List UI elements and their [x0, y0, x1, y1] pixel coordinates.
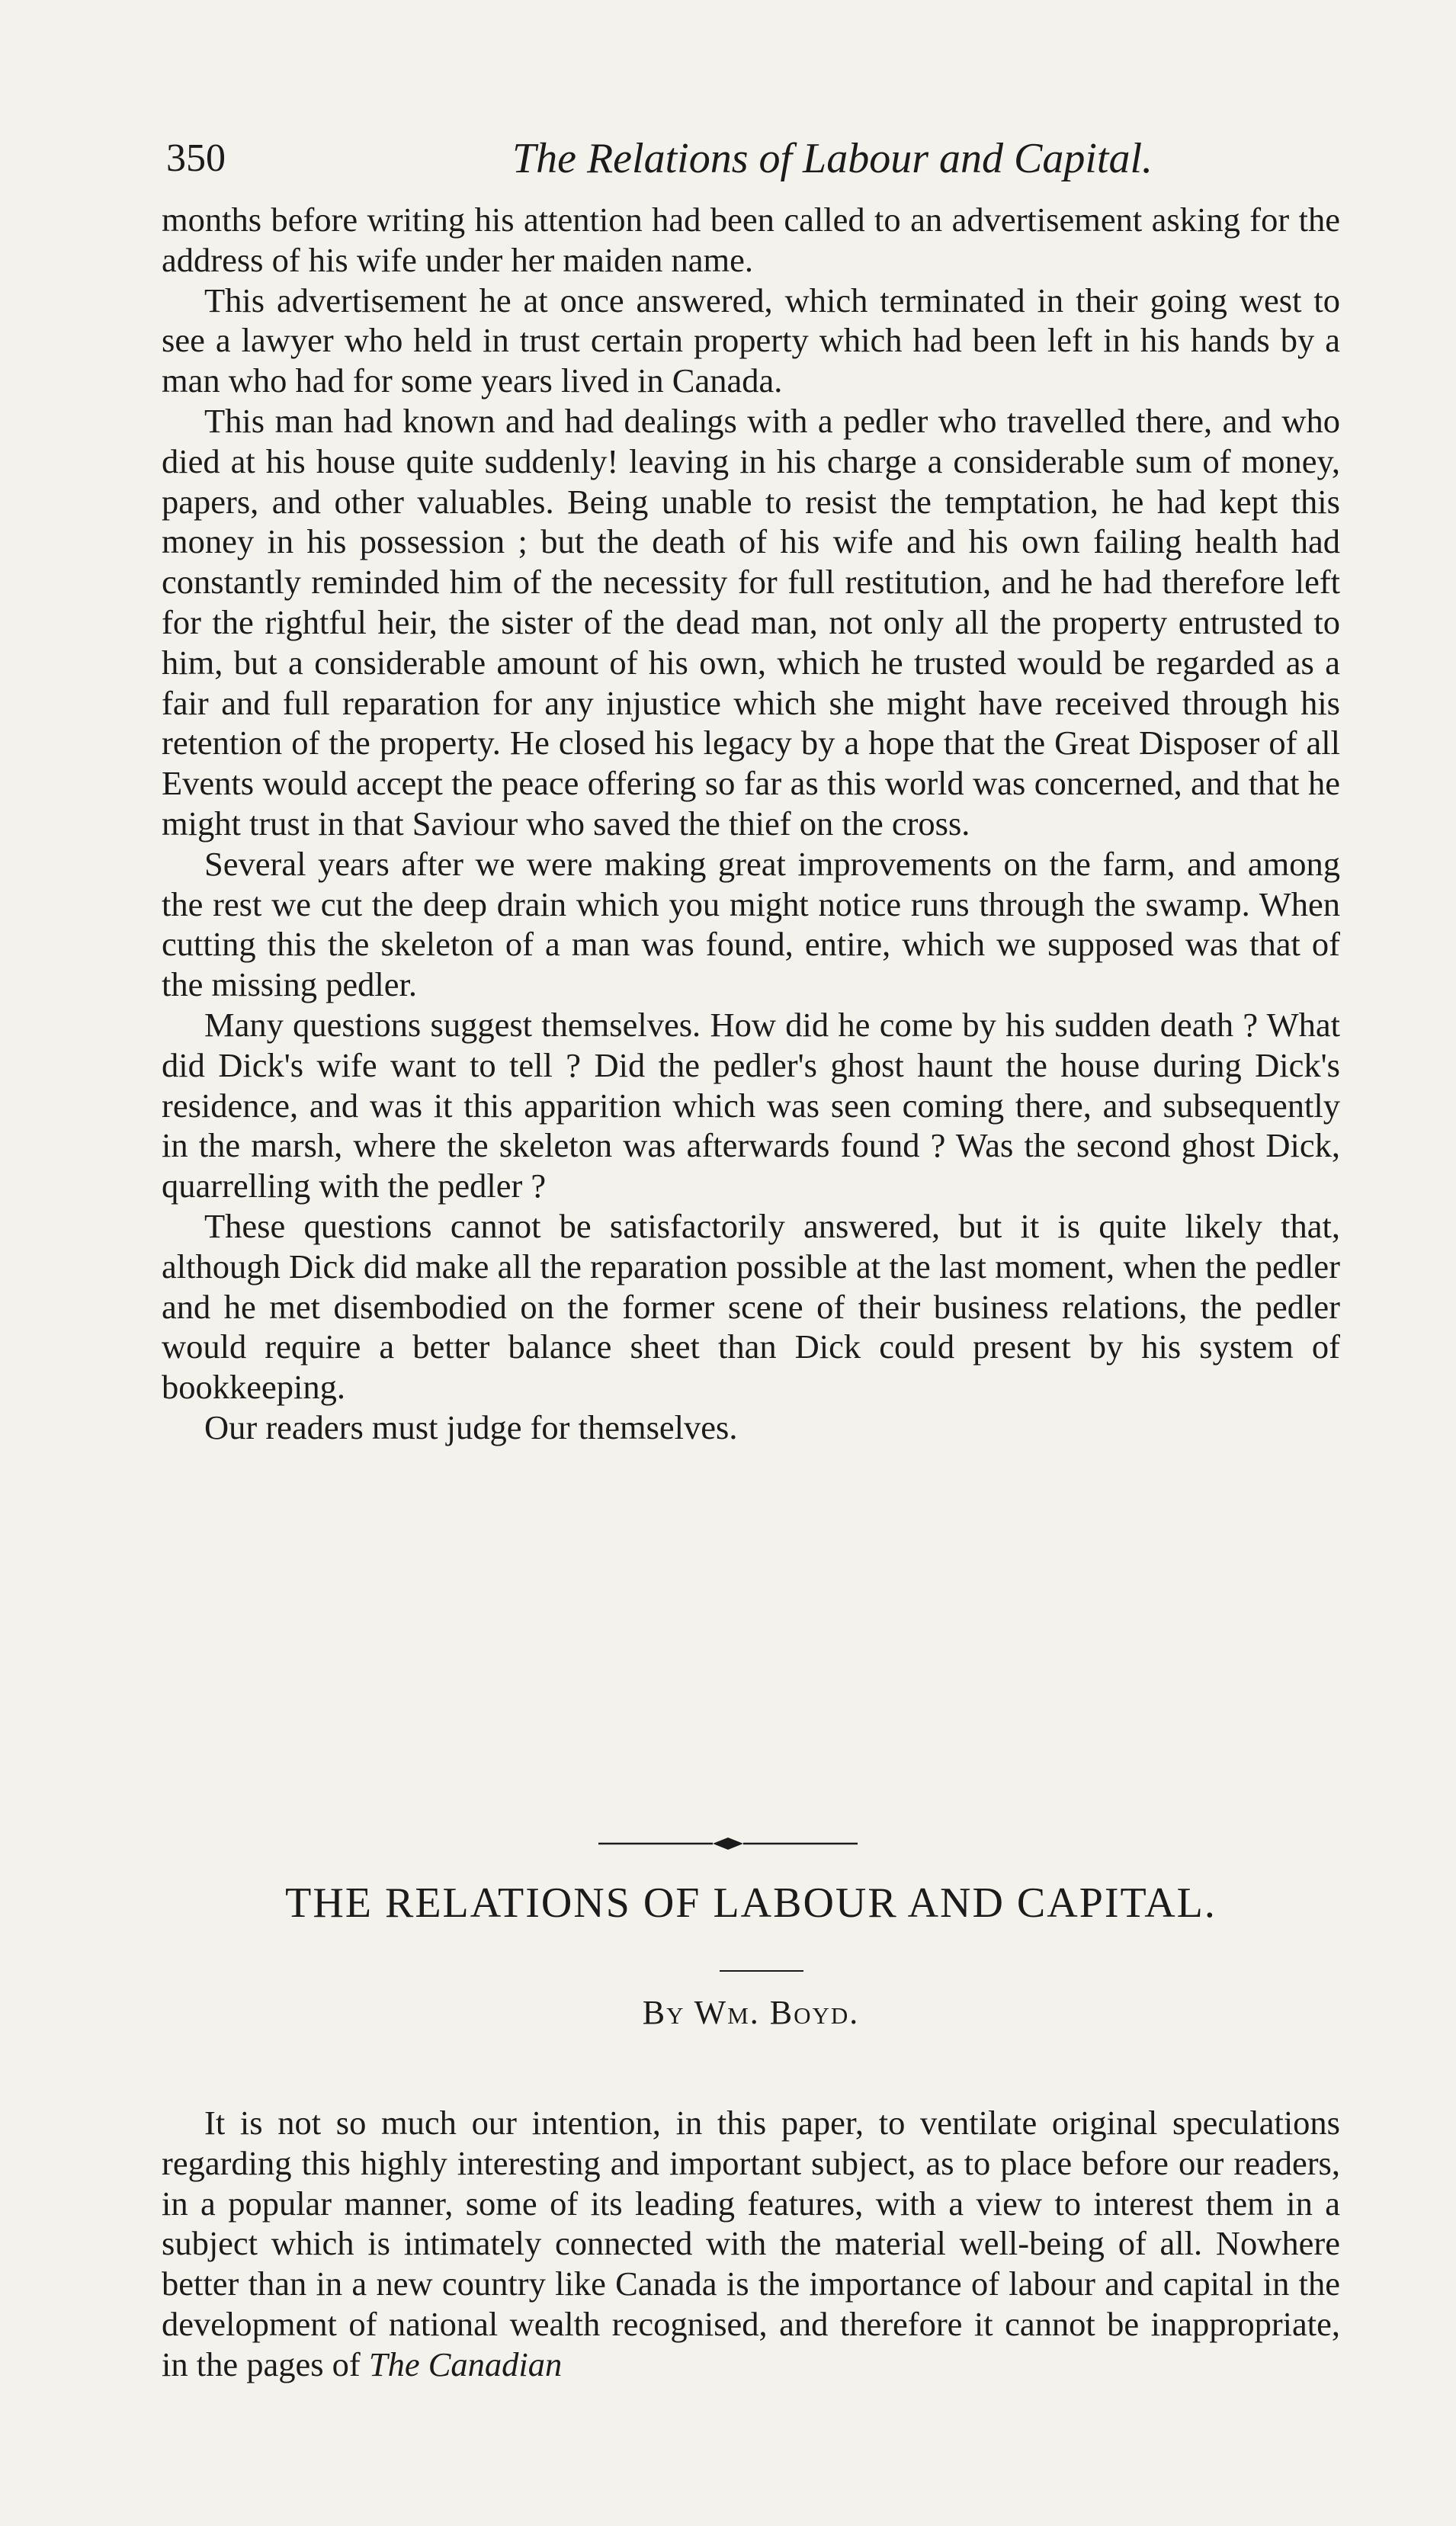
article-intro-text: It is not so much our intention, in this paper, to ventilate original speculations regarding this highly interesting and important subject, as to place before our readers, in a popular manner, some of its leading features, with a view to interest them in a subject which is intimately connected with the material well-being of all. Nowhere better than in a new country like Canada is the importance of labour and capital in the development of national wealth recognised, and therefore it cannot be inappropriate, in the pages of	[162, 2104, 1340, 2383]
story-paragraph: months before writing his attention had been called to an advertisement asking for the address of his wife under her maiden name.	[162, 201, 1340, 279]
story-paragraph: Many questions suggest themselves. How did he come by his sudden death ? What did Dick's wife want to tell ? Did the pedler's ghost haunt the house during Dick's residence, and was it this apparition which was seen coming there, and subsequently in the marsh, where the skeleton was afterwards found ? Was the second ghost Dick, quarrelling with the pedler ?	[162, 1005, 1340, 1205]
running-title: The Relations of Labour and Capital.	[512, 135, 1153, 182]
story-paragraph: Our readers must judge for themselves.	[204, 1407, 738, 1446]
running-head	[162, 128, 1340, 189]
article-byline: By Wm. Boyd.	[642, 1994, 860, 2031]
story-paragraph: This man had known and had dealings with a pedler who travelled there, and who died at his house quite suddenly! leaving in his charge a considerable sum of money, papers, and other valuables. Being unable to resist the temptation, he had kept this money in his possession ; but the death of his wife and his own failing health had constantly reminded him of the necessity for full restitution, and he had therefore left for the rightful heir, the sister of the dead man, not only all the property entrusted to him, but a considerable amount of his own, which he trusted would be regarded as a fair and full reparation for any injustice which she might have received through his retention of the property. He closed his legacy by a hope that the Great Disposer of all Events would accept the peace offering so far as this world was concerned, and that he might trust in that Saviour who saved the thief on the cross.	[162, 401, 1340, 843]
article-body	[162, 2103, 1340, 2385]
publication-name: The Canadian	[368, 2345, 563, 2383]
page-number: 350	[166, 136, 226, 180]
section-ornament	[0, 1828, 1456, 1859]
divider-ornament-icon	[598, 1828, 858, 1859]
story-conclusion	[162, 200, 1340, 1448]
story-paragraph: This advertisement he at once answered, which terminated in their going west to see a lawyer who held in trust certain property which had been left in his hands by a man who had for some years lived in Canada.	[162, 281, 1340, 400]
story-paragraph: Several years after we were making great improvements on the farm, and among the rest we cut the deep drain which you might notice runs through the swamp. When cutting this the skeleton of a man was found, entire, which we supposed was that of the missing pedler.	[162, 844, 1340, 1004]
title-rule	[720, 1970, 803, 1972]
story-paragraph: These questions cannot be satisfactorily answered, but it is quite likely that, although Dick did make all the reparation possible at the last moment, when the pedler and he met disembodied on the former scene of their business relations, the pedler would require a better balance sheet than Dick could present by his system of bookkeeping.	[162, 1206, 1340, 1407]
article-title: THE RELATIONS OF LABOUR AND CAPITAL.	[285, 1879, 1217, 1927]
article-paragraph	[162, 2103, 1340, 2385]
